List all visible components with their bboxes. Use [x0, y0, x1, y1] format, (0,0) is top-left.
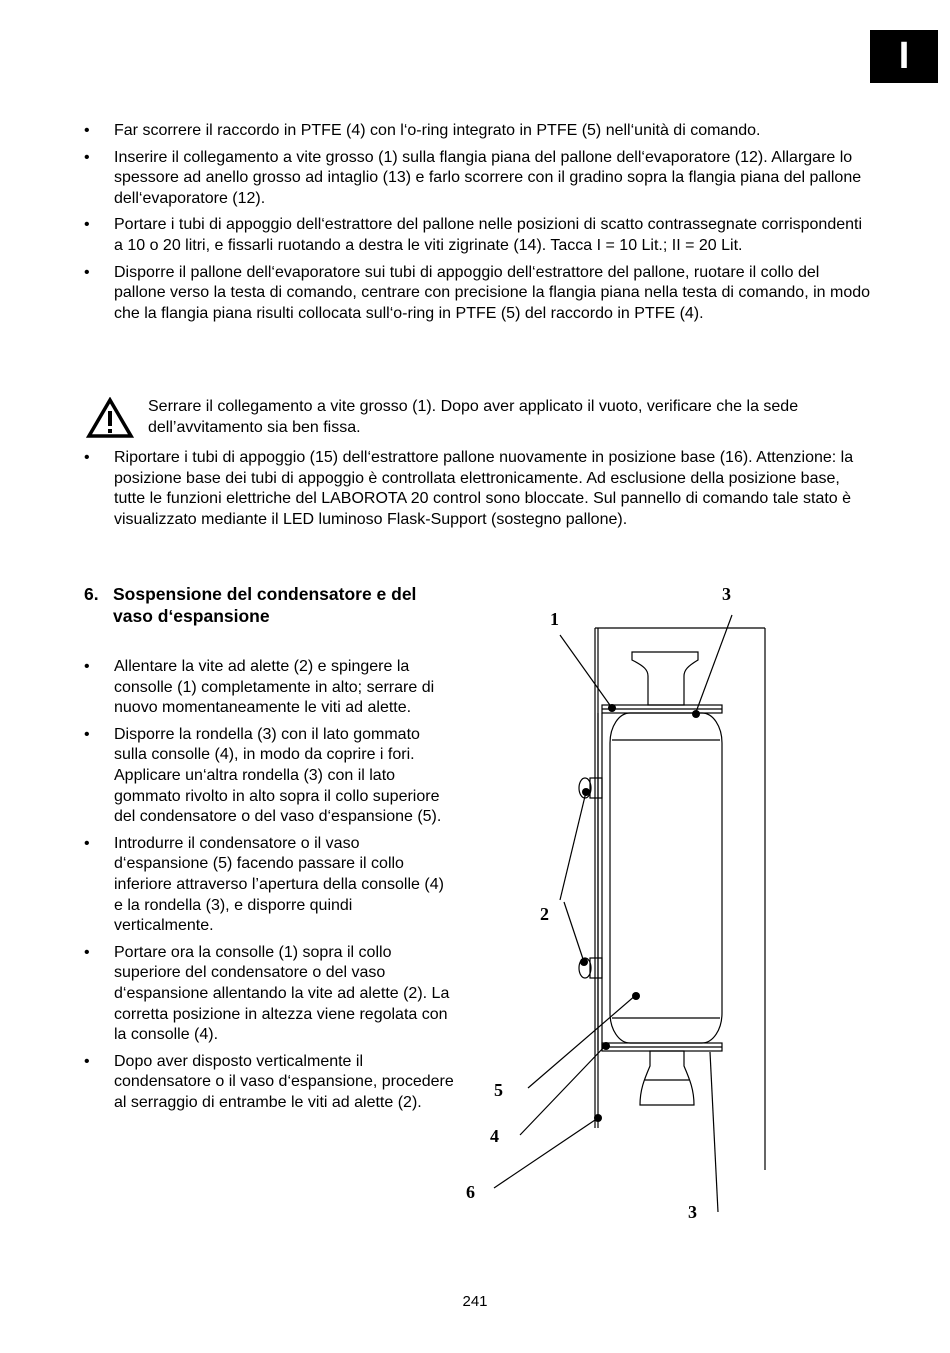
bullet-icon: • [84, 834, 90, 852]
list-item-text: Far scorrere il raccordo in PTFE (4) con l‘o-ring integrato in PTFE (5) nell‘unità di comando. [114, 122, 761, 139]
section-bullet-list [84, 657, 454, 1119]
label-2: 2 [540, 904, 549, 924]
list-item-text: Dopo aver disposto verticalmente il condensatore o il vaso d‘espansione, procedere al serraggio di entrambe le viti ad alette (2). [114, 1052, 454, 1111]
label-4: 4 [490, 1126, 499, 1146]
label-6: 6 [466, 1182, 475, 1202]
mid-bullet-list [84, 448, 874, 536]
bullet-icon: • [84, 263, 90, 281]
bullet-icon: • [84, 725, 90, 743]
label-3-top: 3 [722, 584, 731, 604]
wing-screw-lower [590, 958, 602, 978]
list-item-text: Introdurre il condensatore o il vaso d‘espansione (5) facendo passare il collo inferiore attraverso l’apertura della consolle (4) e la rondella (3), e disporre quindi verticalmente. [114, 834, 444, 935]
list-item [84, 657, 454, 719]
bullet-icon: • [84, 216, 90, 234]
list-item-text: Riportare i tubi di appoggio (15) dell‘estrattore pallone nuovamente in posizione base (16). Attenzione: la posizione base dei tubi di appoggio è controllata elettronicamente. Ad esclusione della posizione base, tutte le funzioni elettriche del LABOROTA 20 control sono bloccate. Sul pannello di comando tale stato è visualizzato mediante il LED luminoso Flask-Support (sostegno pallone). [114, 449, 854, 528]
condenser-body [610, 713, 722, 1043]
section-title: Sospensione del condensatore e del vaso d‘espansione [113, 584, 417, 626]
list-item [84, 148, 874, 210]
bullet-icon: • [84, 122, 90, 139]
list-item [84, 121, 874, 142]
label-1: 1 [550, 609, 559, 629]
label-3-bottom: 3 [688, 1202, 697, 1222]
page-number: 241 [462, 1293, 488, 1310]
list-item [84, 263, 874, 325]
list-item-text: Portare ora la consolle (1) sopra il collo superiore del condensatore o del vaso d‘espansione allentando la vite ad alette (2). La corretta posizione in altezza viene regolata con la consolle (4). [114, 943, 450, 1044]
list-item-text: Allentare la vite ad alette (2) e spingere la consolle (1) completamente in alto; serrare di nuovo momentaneamente le viti ad alette. [114, 658, 435, 717]
list-item [84, 834, 454, 937]
lower-neck [640, 1051, 694, 1105]
bullet-icon: • [84, 943, 90, 961]
bullet-icon: • [84, 449, 90, 466]
condenser-diagram [460, 580, 790, 1230]
list-item [84, 215, 874, 256]
warning-triangle-icon [86, 397, 134, 439]
list-item-text: Disporre la rondella (3) con il lato gommato sulla consolle (4), in modo da coprire i fori. Applicare un‘altra rondella (3) con il lato gommato rivolto in alto sopra il collo superiore del condensatore o del vaso d‘espansione (5). [114, 725, 442, 826]
list-item [84, 943, 454, 1046]
list-item [84, 1052, 454, 1114]
list-item-text: Inserire il collegamento a vite grosso (1) sulla flangia piana del pallone dell‘evaporatore (12). Allargare lo spessore ad anello grosso ad intaglio (13) e farlo scorrere con il gradino sopra la flangia piana del pallone dell‘evaporatore (12). [114, 148, 862, 207]
label-5: 5 [494, 1080, 503, 1100]
list-item-text: Disporre il pallone dell‘evaporatore sui tubi di appoggio dell‘estrattore del pallone, ruotare il collo del pallone verso la testa di comando, centrare con precisione la flangia piana nella testa di comando, in modo che la flangia piana risulti collocata sull‘o-ring in PTFE (5) del raccordo in PTFE (4). [114, 263, 871, 322]
section-number: 6. [84, 584, 99, 604]
list-item [84, 725, 454, 828]
bullet-icon: • [84, 148, 90, 166]
bullet-icon: • [84, 1052, 90, 1070]
top-bullet-list [84, 121, 874, 330]
wing-screw-upper [590, 778, 602, 798]
upper-neck [632, 652, 698, 705]
language-tab: I [870, 30, 938, 83]
warning-text: Serrare il collegamento a vite grosso (1). Dopo aver applicato il vuoto, verificare che la sede dell’avvitamento sia ben fissa. [148, 398, 799, 436]
list-item [84, 448, 874, 530]
bullet-icon: • [84, 658, 90, 675]
list-item-text: Portare i tubi di appoggio dell‘estrattore del pallone nelle posizioni di scatto contrassegnate corrispondenti a 10 o 20 litri, e fissarli ruotando a destra le viti zigrinate (14). Tacca I = 10 Lit.; II = 20 Lit. [114, 216, 863, 254]
